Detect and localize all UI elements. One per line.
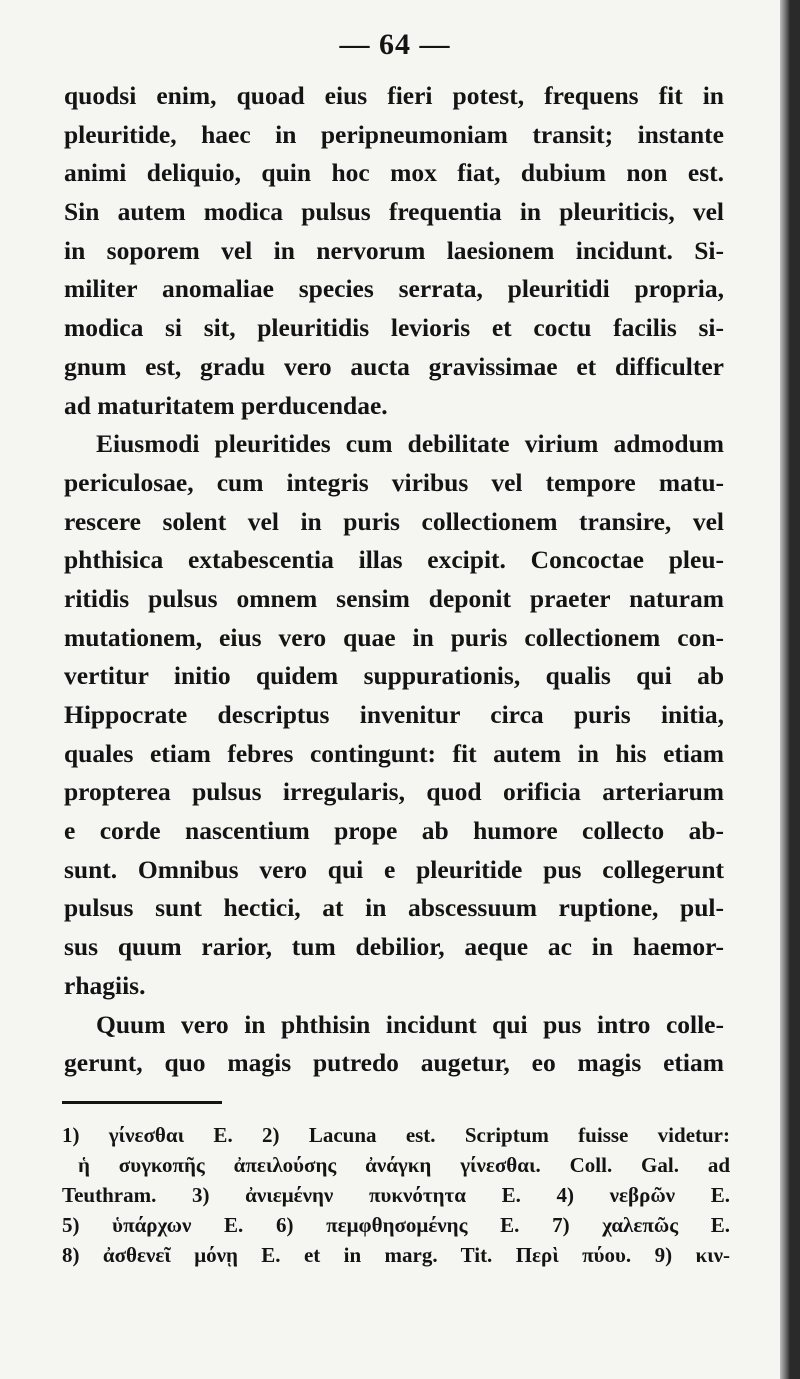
text-line: Quum vero in phthisin incidunt qui pus intro colle- [96, 1009, 724, 1039]
text-line: pulsus sunt hectici, at in abscessuum ruptione, pul- [64, 893, 724, 923]
text-line: e corde nascentium prope ab humore collecto ab- [64, 816, 724, 846]
text-line: militer anomaliae species serrata, pleuritidi propria, [64, 274, 724, 304]
text-line: Eiusmodi pleuritides cum debilitate virium admodum [96, 429, 724, 459]
text-line: vertitur initio quidem suppurationis, qualis qui ab [64, 661, 724, 691]
footnotes [62, 1120, 730, 1270]
text-line: periculosae, cum integris viribus vel tempore matu- [64, 467, 724, 497]
text-line: propterea pulsus irregularis, quod orificia arteriarum [64, 777, 724, 807]
paragraph [64, 425, 724, 1005]
text-line: mutationem, eius vero quae in puris collectionem con- [64, 622, 724, 652]
footnote-line: 5) ὑπάρχων E. 6) πεμφθησομένης E. 7) χαλεπῶς E. [62, 1213, 730, 1237]
text-line: animi deliquio, quin hoc mox fiat, dubium non est. [64, 158, 724, 188]
footnote-line: ἡ συγκοπῆς ἀπειλούσης ἀνάγκη γίνεσθαι. Coll. Gal. ad [78, 1153, 730, 1177]
text-line: pleuritide, haec in peripneumoniam transit; instante [64, 119, 724, 149]
text-line: gnum est, gradu vero aucta gravissimae et difficulter [64, 351, 724, 381]
page-number: — 64 — [339, 28, 451, 61]
text-line: gerunt, quo magis putredo augetur, eo magis etiam [64, 1048, 724, 1078]
footnote-line: Teuthram. 3) ἀνιεμένην πυκνότητα E. 4) νεβρῶν E. [62, 1183, 730, 1207]
text-line: Hippocrate descriptus invenitur circa puris initia, [64, 700, 724, 729]
text-line: sunt. Omnibus vero qui e pleuritide pus collegerunt [64, 854, 724, 884]
page-edge-shadow [780, 0, 790, 1379]
text-line: phthisica extabescentia illas excipit. Concoctae pleu- [64, 545, 724, 575]
text-line: quodsi enim, quoad eius fieri potest, frequens fit in [64, 81, 724, 110]
text-line: rescere solent vel in puris collectionem transire, vel [64, 506, 724, 536]
paragraph [64, 1006, 724, 1083]
paragraph [64, 77, 724, 425]
text-line: quales etiam febres contingunt: fit autem in his etiam [64, 738, 724, 768]
text-line: ritidis pulsus omnem sensim deponit praeter naturam [64, 583, 724, 613]
text-line: ad maturitatem perducendae. [64, 390, 388, 420]
text-line: sus quum rarior, tum debilior, aeque ac in haemor- [64, 932, 724, 962]
text-line: in soporem vel in nervorum laesionem incidunt. Si- [64, 235, 724, 265]
footnote-rule [62, 1101, 222, 1104]
body-text [64, 77, 724, 1083]
footnote-line: 1) γίνεσθαι E. 2) Lacuna est. Scriptum fuisse videtur: [62, 1123, 730, 1147]
text-line: rhagiis. [64, 970, 146, 1000]
text-line: modica si sit, pleuritidis levioris et coctu facilis si- [64, 313, 724, 343]
footnote-line: 8) ἀσθενεῖ μόνῃ E. et in marg. Tit. Περὶ πύου. 9) κιν- [62, 1243, 730, 1267]
text-line: Sin autem modica pulsus frequentia in pleuriticis, vel [64, 197, 724, 227]
